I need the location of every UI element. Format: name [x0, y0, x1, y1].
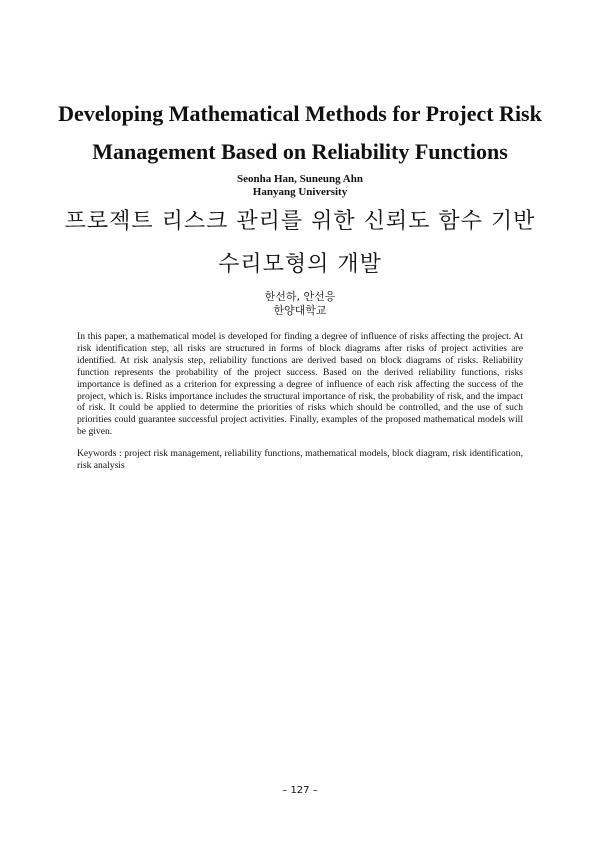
korean-title-line-1: 프로젝트 리스크 관리를 위한 신뢰도 함수 기반	[64, 209, 536, 234]
page-number: – 127 –	[282, 785, 318, 796]
korean-author-names: 한선하, 안선응	[264, 290, 336, 303]
korean-title-line-2: 수리모형의 개발	[218, 252, 382, 277]
abstract-text: In this paper, a mathematical model is developed for finding a degree of influence of risks affecting the project. At risk identification step, all risks are structured in forms of block diagrams after risks of project activities are identified. At risk analysis step, reliability functions are derived based on block diagrams of risks. Reliability function represents the probability of the project success. Based on the derived reliability functions, risks importance is defined as a criterion for expressing a degree of influence of each risk affecting the success of the project, which is. Risks importance includes the structural importance of risk, the probability of risk, and the impact of risk. It could be applied to determine the priorities of risks which should be controlled, and the use of such priorities could guarantee successful project activities. Finally, examples of the proposed mathematical models will be given.	[77, 331, 523, 438]
keywords-text: Keywords : project risk management, reliability functions, mathematical models, block diagram, risk identification, risk analysis	[77, 448, 523, 471]
author-names: Seonha Han, Suneung Ahn	[237, 173, 363, 185]
korean-affiliation: 한양대학교	[273, 304, 327, 317]
paper-title-line-1: Developing Mathematical Methods for Project Risk	[58, 101, 542, 126]
author-affiliation: Hanyang University	[252, 186, 348, 198]
paper-title-line-2: Management Based on Reliability Functions	[92, 139, 508, 164]
